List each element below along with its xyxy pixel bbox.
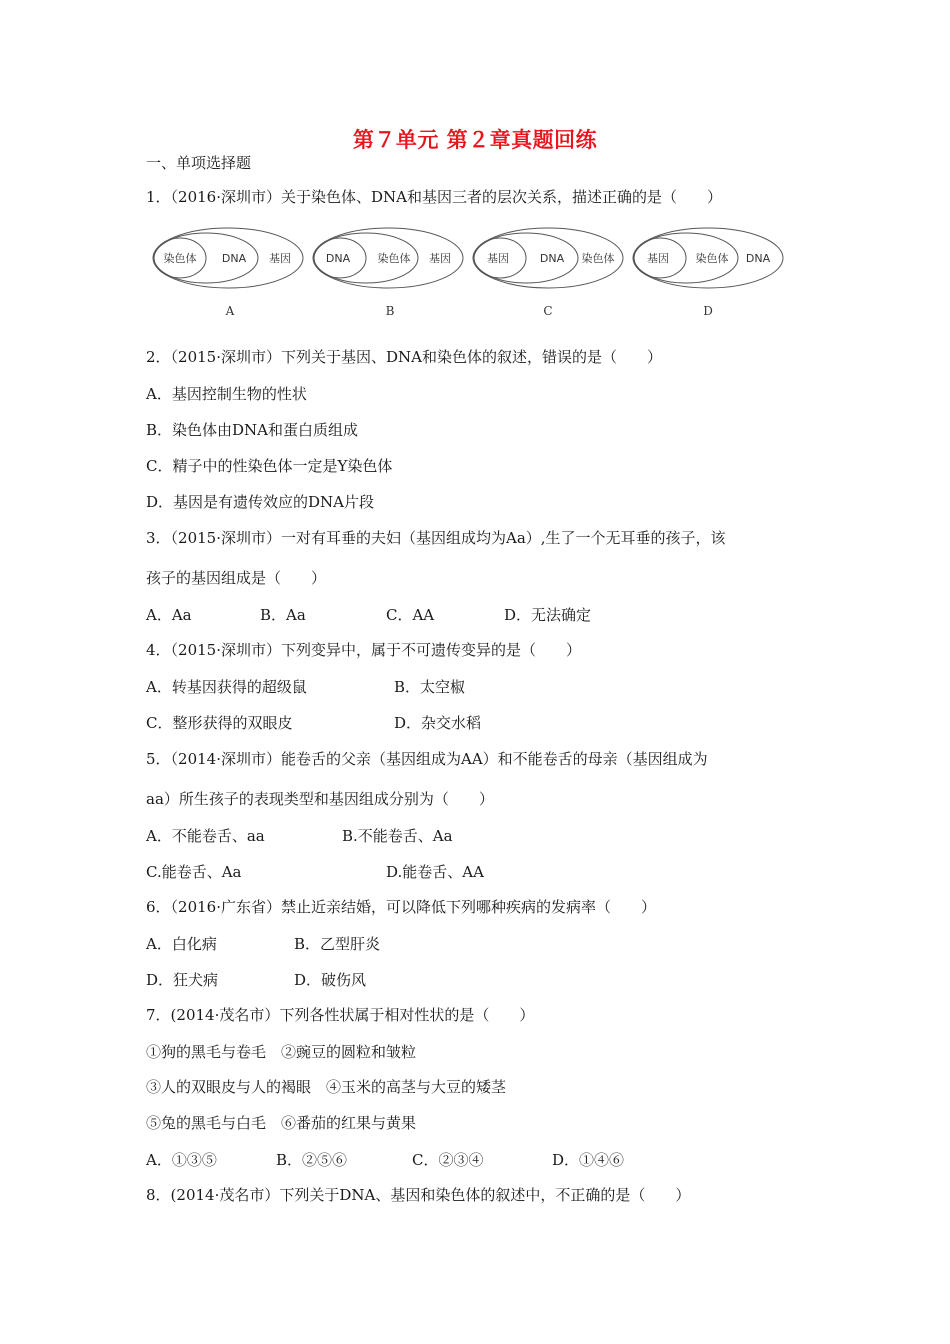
diagram-a-outer: 基因	[269, 252, 291, 265]
question-7-option-a: A．①③⑤	[146, 1151, 217, 1169]
question-5-stem-line-2: aa）所生孩子的表现类型和基因组成分别为（ ）	[146, 790, 494, 808]
question-7-option-c: C．②③④	[412, 1151, 484, 1169]
question-6-option-b: B．乙型肝炎	[294, 935, 381, 953]
question-2-option-a: A．基因控制生物的性状	[146, 385, 307, 403]
diagram-b	[313, 228, 463, 318]
question-3-option-d: D．无法确定	[504, 606, 592, 624]
diagram-d-outer: DNA	[745, 252, 771, 265]
question-3-stem-line-2: 孩子的基因组成是（ ）	[146, 569, 327, 587]
diagram-c-inner: 基因	[487, 252, 509, 265]
diagram-d-middle: 染色体	[695, 252, 729, 265]
question-1-stem: 1．（2016·深圳市）关于染色体、DNA和基因三者的层次关系，描述正确的是（ ）	[146, 188, 722, 206]
question-5-option-a: A．不能卷舌、aa	[146, 827, 265, 845]
question-2-stem: 2．（2015·深圳市）下列关于基因、DNA和染色体的叙述，错误的是（ ）	[146, 348, 662, 366]
question-3-stem-line-1: 3．（2015·深圳市）一对有耳垂的夫妇（基因组成均为Aa）,生了一个无耳垂的孩子，该	[146, 529, 726, 547]
diagram-a-inner: 染色体	[163, 252, 197, 265]
question-7-option-d: D．①④⑥	[552, 1151, 625, 1169]
question-5-option-c: C.能卷舌、Aa	[146, 863, 242, 881]
page-title: 第７单元 第２章真题回练	[352, 128, 598, 152]
diagram-b-outer: 基因	[429, 252, 451, 265]
question-4-option-c: C．整形获得的双眼皮	[146, 714, 293, 732]
question-6-option-d: D．破伤风	[294, 971, 367, 989]
question-6-option-c: D．狂犬病	[146, 971, 219, 989]
question-8-stem: 8．(2014·茂名市）下列关于DNA、基因和染色体的叙述中，不正确的是（ ）	[146, 1186, 691, 1204]
question-5-option-b: B.不能卷舌、Aa	[342, 827, 453, 845]
question-3-option-b: B．Aa	[260, 606, 306, 624]
question-3-option-c: C．AA	[386, 606, 435, 624]
question-3-option-a: A．Aa	[146, 606, 192, 624]
question-7-stem: 7．(2014·茂名市）下列各性状属于相对性状的是（ ）	[146, 1006, 535, 1024]
question-7-item-line-3: ⑤兔的黑毛与白毛 ⑥番茄的红果与黄果	[146, 1114, 417, 1132]
question-4-option-a: A．转基因获得的超级鼠	[146, 678, 307, 696]
diagram-c-outer: 染色体	[581, 252, 615, 265]
diagram-c	[473, 228, 623, 318]
diagram-c-middle: DNA	[539, 252, 565, 265]
question-2-option-d: D．基因是有遗传效应的DNA片段	[146, 493, 375, 511]
question-2-option-c: C．精子中的性染色体一定是Y染色体	[146, 457, 393, 475]
question-7-item-line-1: ①狗的黑毛与卷毛 ②豌豆的圆粒和皱粒	[146, 1043, 417, 1061]
diagram-b-inner: DNA	[325, 252, 351, 265]
question-7-option-b: B．②⑤⑥	[276, 1151, 348, 1169]
question-4-option-b: B．太空椒	[394, 678, 466, 696]
diagram-d	[633, 228, 783, 318]
question-7-item-line-2: ③人的双眼皮与人的褐眼 ④玉米的高茎与大豆的矮茎	[146, 1078, 507, 1096]
question-5-stem-line-1: 5．（2014·深圳市）能卷舌的父亲（基因组成为AA）和不能卷舌的母亲（基因组成为	[146, 750, 708, 768]
nested-ellipse-diagrams	[150, 226, 820, 322]
diagram-a	[153, 228, 303, 318]
question-2-option-b: B．染色体由DNA和蛋白质组成	[146, 421, 359, 439]
diagram-a-middle: DNA	[221, 252, 247, 265]
diagram-d-label: D	[703, 304, 713, 318]
question-1-diagrams	[150, 226, 820, 322]
diagram-b-middle: 染色体	[377, 252, 411, 265]
question-5-option-d: D.能卷舌、AA	[386, 863, 484, 881]
diagram-b-label: B	[385, 304, 395, 318]
diagram-c-label: C	[543, 304, 553, 318]
diagram-d-inner: 基因	[647, 252, 669, 265]
section-heading: 一、单项选择题	[146, 154, 252, 172]
diagram-a-label: A	[225, 304, 235, 318]
question-6-stem: 6．（2016·广东省）禁止近亲结婚，可以降低下列哪种疾病的发病率（ ）	[146, 898, 656, 916]
question-4-option-d: D．杂交水稻	[394, 714, 482, 732]
question-4-stem: 4．（2015·深圳市）下列变异中，属于不可遗传变异的是（ ）	[146, 641, 581, 659]
question-6-option-a: A．白化病	[146, 935, 217, 953]
